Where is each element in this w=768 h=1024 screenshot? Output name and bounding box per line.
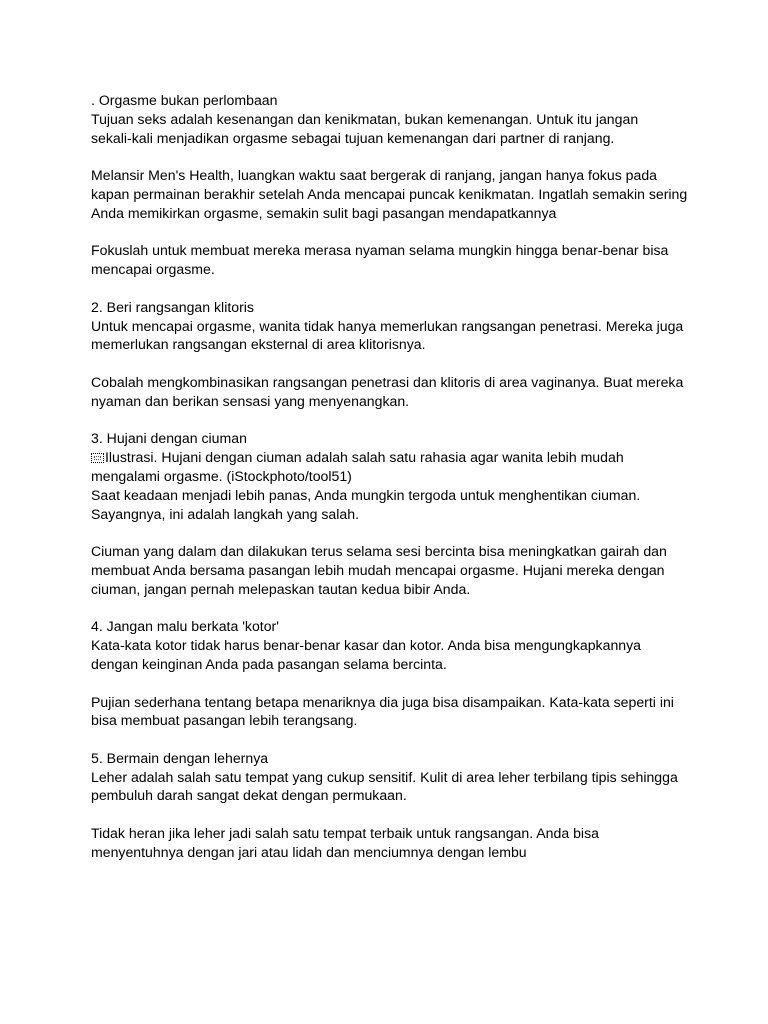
text-line: pembuluh darah sangat dekat dengan permukaan. <box>91 787 407 804</box>
caption-text: Ilustrasi. Hujani dengan ciuman adalah salah satu rahasia agar wanita lebih mudah <box>105 449 624 466</box>
text-line: Cobalah mengkombinasikan rangsangan penetrasi dan klitoris di area vaginanya. Buat mereka <box>91 373 684 390</box>
section-heading: 3. Hujani dengan ciuman <box>91 430 247 447</box>
caption-line <box>91 448 691 467</box>
text-line: Sayangnya, ini adalah langkah yang salah. <box>91 505 359 522</box>
paragraph-gap <box>91 223 691 242</box>
text-line: dengan keinginan Anda pada pasangan selama bercinta. <box>91 655 447 672</box>
text-line: mencapai orgasme. <box>91 261 215 278</box>
text-line: Kata-kata kotor tidak harus benar-benar kasar dan kotor. Anda bisa mengungkapkannya <box>91 637 642 654</box>
text-line: nyaman dan berikan sensasi yang menyenangkan. <box>91 392 410 409</box>
caption-line: mengalami orgasme. (iStockphoto/tool51) <box>91 467 352 484</box>
text-line: Anda memikirkan orgasme, semakin sulit bagi pasangan mendapatkannya <box>91 204 557 221</box>
text-line: Leher adalah salah satu tempat yang cukup sensitif. Kulit di area leher terbilang tipis sehingga <box>91 768 678 785</box>
text-line: menyentuhnya dengan jari atau lidah dan menciumnya dengan lembu <box>91 843 527 860</box>
text-line: Pujian sederhana tentang betapa menariknya dia juga bisa disampaikan. Kata-kata seperti ini <box>91 693 674 710</box>
text-line: Fokuslah untuk membuat mereka merasa nyaman selama mungkin hingga benar-benar bisa <box>91 242 669 259</box>
text-line: kapan permainan berakhir setelah Anda mencapai puncak kenikmatan. Ingatlah semakin sering <box>91 185 688 202</box>
section-heading: . Orgasme bukan perlombaan <box>91 92 278 108</box>
paragraph-gap <box>91 279 691 298</box>
text-line: Tidak heran jika leher jadi salah satu tempat terbaik untuk rangsangan. Anda bisa <box>91 825 599 842</box>
text-line: bisa membuat pasangan lebih terangsang. <box>91 712 358 729</box>
text-line: Ciuman yang dalam dan dilakukan terus selama sesi bercinta bisa meningkatkan gairah dan <box>91 543 667 560</box>
section-heading: 5. Bermain dengan lehernya <box>91 749 269 766</box>
section-heading: 2. Beri rangsangan klitoris <box>91 298 254 315</box>
paragraph-gap <box>91 805 691 824</box>
text-line: Tujuan seks adalah kesenangan dan kenikmatan, bukan kemenangan. Untuk itu jangan <box>91 110 639 127</box>
text-line: Saat keadaan menjadi lebih panas, Anda mungkin tergoda untuk menghentikan ciuman. <box>91 486 641 503</box>
paragraph-gap <box>91 354 691 373</box>
text-line: memerlukan rangsangan eksternal di area klitorisnya. <box>91 336 426 353</box>
text-line: Melansir Men's Health, luangkan waktu saat bergerak di ranjang, jangan hanya fokus pada <box>91 167 658 184</box>
text-line: membuat Anda bersama pasangan lebih mudah mencapai orgasme. Hujani mereka dengan <box>91 561 665 578</box>
section-heading: 4. Jangan malu berkata 'kotor' <box>91 618 279 635</box>
paragraph-gap <box>91 730 691 749</box>
paragraph-gap <box>91 599 691 618</box>
paragraph-gap <box>91 674 691 693</box>
document-body <box>91 91 691 862</box>
text-line: sekali-kali menjadikan orgasme sebagai tujuan kemenangan dari partner di ranjang. <box>91 129 615 146</box>
text-line: Untuk mencapai orgasme, wanita tidak hanya memerlukan rangsangan penetrasi. Mereka juga <box>91 317 684 334</box>
missing-glyph-icon <box>91 453 104 463</box>
text-line: ciuman, jangan pernah melepaskan tautan kedua bibir Anda. <box>91 580 471 597</box>
paragraph-gap <box>91 411 691 430</box>
paragraph-gap <box>91 147 691 166</box>
paragraph-gap <box>91 523 691 542</box>
